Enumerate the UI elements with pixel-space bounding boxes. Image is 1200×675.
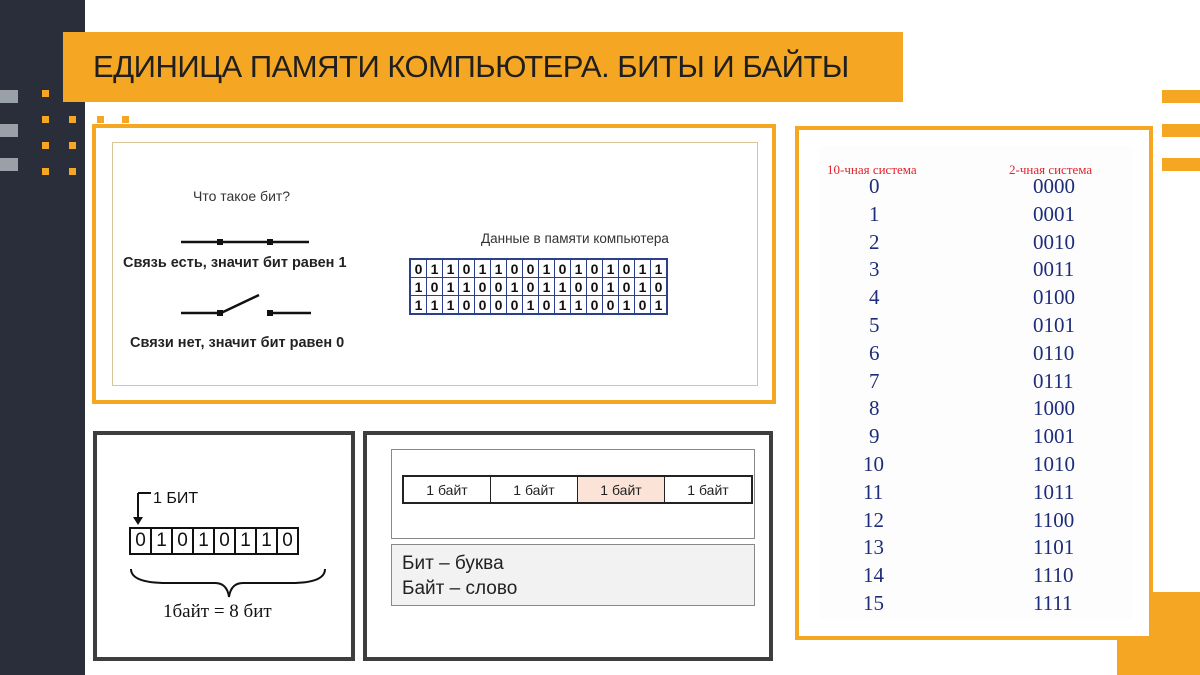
- page-title: ЕДИНИЦА ПАМЯТИ КОМПЬЮТЕРА. БИТЫ И БАЙТЫ: [93, 49, 849, 84]
- binary-value: 0111: [1033, 368, 1074, 393]
- memory-bit-cell: 1: [539, 259, 555, 278]
- decimal-value: 10: [863, 452, 884, 476]
- byte-bit-cell: 0: [277, 528, 298, 554]
- memory-bit-cell: 0: [475, 296, 491, 315]
- binary-value: 0010: [1033, 229, 1075, 254]
- memory-bit-cell: 1: [635, 259, 651, 278]
- decimal-value: 5: [869, 313, 880, 337]
- decimal-value: 15: [863, 591, 884, 615]
- byte-bit-cell: 0: [130, 528, 151, 554]
- binary-value: 1000: [1033, 396, 1075, 421]
- byte-bit-cell: 0: [214, 528, 235, 554]
- memory-bit-cell: 1: [507, 278, 523, 296]
- binary-value: 0001: [1033, 201, 1075, 226]
- memory-row: [410, 259, 667, 278]
- memory-bit-cell: 0: [507, 259, 523, 278]
- binary-value: 1101: [1033, 535, 1075, 560]
- connected-label: Связь есть, значит бит равен 1: [123, 255, 347, 271]
- switch-diagram: [173, 233, 313, 323]
- number-table-panel: [795, 126, 1153, 640]
- decimal-value: 8: [869, 396, 880, 421]
- memory-bit-cell: 0: [410, 259, 427, 278]
- binary-value: 1011: [1033, 479, 1075, 504]
- memory-bit-cell: 1: [443, 278, 459, 296]
- memory-bit-cell: 1: [427, 259, 443, 278]
- note-byte-word: Байт – слово: [402, 578, 518, 599]
- decorative-dot: [122, 116, 129, 123]
- memory-bit-cell: 1: [443, 296, 459, 315]
- memory-bit-cell: 1: [427, 296, 443, 315]
- memory-bit-cell: 0: [491, 296, 507, 315]
- note-bit-letter: Бит – буква: [402, 553, 504, 574]
- disconnected-label: Связи нет, значит бит равен 0: [130, 335, 345, 351]
- decimal-value: 4: [869, 285, 880, 310]
- memory-grid: [409, 258, 668, 315]
- decorative-dot: [97, 116, 104, 123]
- memory-bit-cell: 0: [619, 278, 635, 296]
- memory-bit-cell: 1: [603, 259, 619, 278]
- binary-value: 1100: [1033, 507, 1075, 532]
- header-decimal: 10-чная система: [827, 162, 917, 177]
- memory-bit-cell: 0: [459, 296, 475, 315]
- memory-bit-cell: 0: [587, 296, 603, 315]
- memory-row: [410, 296, 667, 315]
- bit-explanation-panel: [92, 124, 776, 404]
- memory-bit-cell: 1: [443, 259, 459, 278]
- memory-bit-cell: 0: [571, 278, 587, 296]
- memory-bit-cell: 0: [635, 296, 651, 315]
- memory-bit-cell: 1: [571, 259, 587, 278]
- binary-value: 0100: [1033, 285, 1075, 310]
- decorative-dot: [42, 168, 49, 175]
- memory-bit-cell: 1: [555, 296, 571, 315]
- memory-bit-cell: 0: [651, 278, 668, 296]
- memory-bit-cell: 0: [459, 259, 475, 278]
- decorative-dot: [42, 142, 49, 149]
- memory-bit-cell: 1: [475, 259, 491, 278]
- memory-bit-cell: 0: [523, 278, 539, 296]
- memory-bit-cell: 1: [459, 278, 475, 296]
- byte-cell: 1 байт: [491, 476, 578, 503]
- memory-bit-cell: 0: [587, 259, 603, 278]
- memory-bit-cell: 0: [507, 296, 523, 315]
- number-table: [819, 146, 1133, 620]
- byte-bit-cell: 1: [256, 528, 277, 554]
- memory-bit-cell: 0: [523, 259, 539, 278]
- sidebar-dash: [0, 90, 18, 103]
- binary-value: 0110: [1033, 340, 1075, 365]
- memory-bit-cell: 0: [491, 278, 507, 296]
- decimal-value: 9: [869, 424, 880, 449]
- memory-bit-cell: 1: [603, 278, 619, 296]
- decimal-value: 3: [869, 257, 880, 282]
- memory-bit-cell: 1: [539, 278, 555, 296]
- analogy-note: [391, 544, 755, 606]
- binary-value: 1010: [1033, 452, 1075, 476]
- decimal-value: 0: [869, 174, 880, 198]
- brace-icon: [127, 565, 327, 601]
- memory-bit-cell: 0: [555, 259, 571, 278]
- byte-cell: 1 байт: [665, 476, 753, 503]
- header-binary: 2-чная система: [1009, 162, 1093, 177]
- memory-bit-cell: 1: [410, 278, 427, 296]
- title-bar: [63, 32, 903, 102]
- decimal-value: 11: [863, 479, 884, 504]
- byte-bit-cell: 1: [235, 528, 256, 554]
- memory-row: [410, 278, 667, 296]
- binary-value: 1110: [1033, 563, 1074, 588]
- decimal-value: 2: [869, 229, 880, 254]
- bit-explanation-image: [112, 142, 758, 386]
- bytes-row-box: [391, 449, 755, 539]
- byte-cell-highlighted: 1 байт: [578, 476, 665, 503]
- byte-bit-cell: 0: [172, 528, 193, 554]
- bytes-row: [402, 475, 753, 504]
- bytes-panel: [363, 431, 773, 661]
- sidebar-dash: [0, 124, 18, 137]
- binary-value: 0101: [1033, 313, 1075, 337]
- decimal-value: 14: [863, 563, 884, 588]
- memory-bit-cell: 1: [651, 296, 668, 315]
- memory-bit-cell: 1: [491, 259, 507, 278]
- sidebar-dash: [0, 158, 18, 171]
- memory-title: Данные в памяти компьютера: [481, 231, 669, 246]
- decimal-value: 13: [863, 535, 884, 560]
- byte-image: [117, 447, 331, 649]
- right-dash: [1162, 124, 1200, 137]
- binary-value: 1001: [1033, 424, 1075, 449]
- decorative-dot: [69, 116, 76, 123]
- right-dash: [1162, 90, 1200, 103]
- decorative-dot: [42, 116, 49, 123]
- decorative-dot: [69, 168, 76, 175]
- byte-bit-cell: 1: [193, 528, 214, 554]
- decorative-dot: [42, 90, 49, 97]
- binary-value: 0011: [1033, 257, 1075, 282]
- byte-bit-cell: 1: [151, 528, 172, 554]
- binary-value: 0000: [1033, 174, 1075, 198]
- memory-bit-cell: 0: [475, 278, 491, 296]
- right-dash: [1162, 158, 1200, 171]
- byte-bits-row: [129, 527, 299, 555]
- memory-bit-cell: 0: [619, 259, 635, 278]
- binary-value: 1111: [1033, 591, 1073, 615]
- memory-bit-cell: 1: [635, 278, 651, 296]
- memory-bit-cell: 1: [555, 278, 571, 296]
- decimal-value: 1: [869, 201, 880, 226]
- memory-bit-cell: 1: [523, 296, 539, 315]
- decimal-value: 6: [869, 340, 880, 365]
- byte-equation: 1байт = 8 бит: [163, 601, 272, 622]
- memory-bit-cell: 0: [539, 296, 555, 315]
- memory-bit-cell: 1: [651, 259, 668, 278]
- memory-bit-cell: 1: [619, 296, 635, 315]
- decimal-value: 7: [869, 368, 880, 393]
- byte-panel: [93, 431, 355, 661]
- memory-bit-cell: 1: [571, 296, 587, 315]
- bit-question: Что такое бит?: [193, 188, 291, 204]
- byte-cell: 1 байт: [403, 476, 491, 503]
- memory-bit-cell: 0: [603, 296, 619, 315]
- memory-bit-cell: 0: [427, 278, 443, 296]
- bit-label: 1 БИТ: [153, 490, 199, 507]
- memory-bit-cell: 0: [587, 278, 603, 296]
- decorative-dot: [69, 142, 76, 149]
- decimal-value: 12: [863, 507, 884, 532]
- memory-bit-cell: 1: [410, 296, 427, 315]
